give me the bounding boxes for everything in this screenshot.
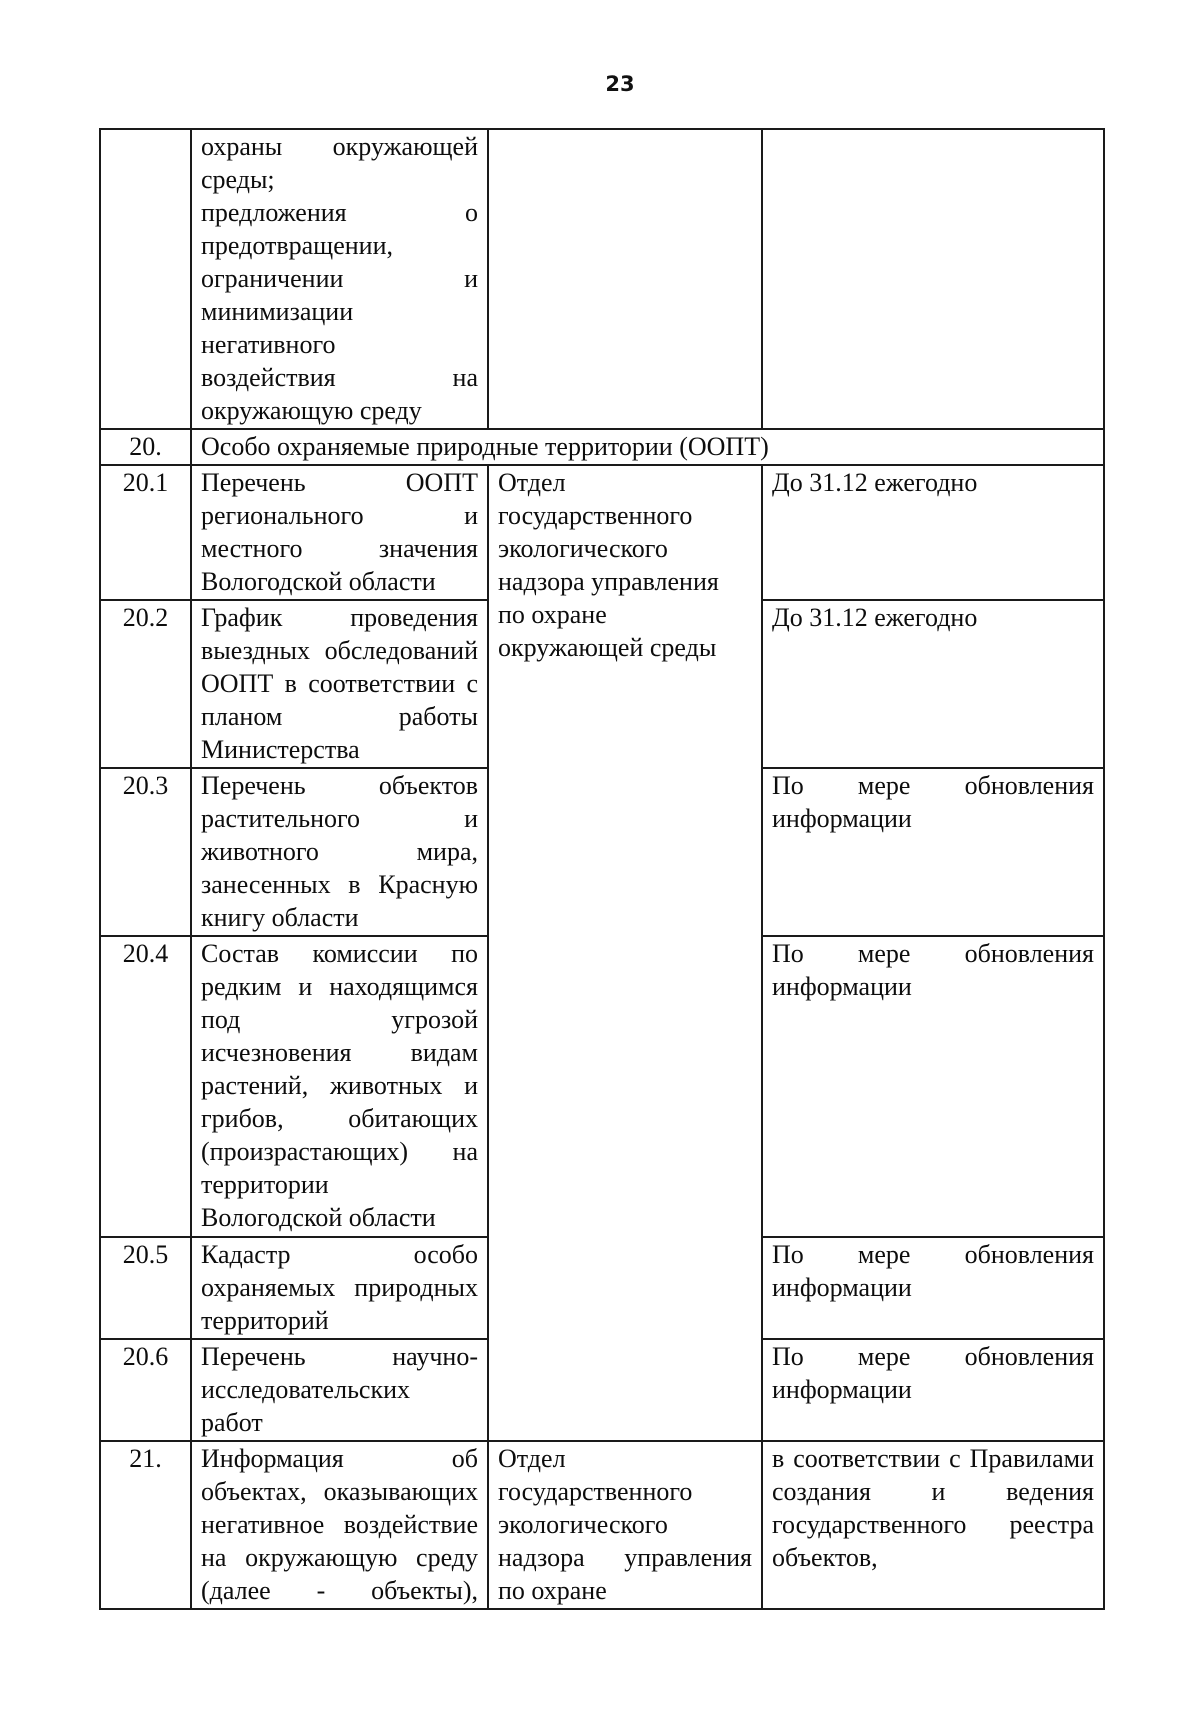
row-number-cell: 20.1 [100,465,191,600]
department-cell [488,129,762,429]
row-number-cell: 20. [100,429,191,465]
deadline-cell: До 31.12 ежегодно [762,465,1104,600]
item-name-cell: Перечень научно- исследовательских работ [191,1339,488,1441]
item-name-cell: Кадастр особо охраняемых природных территорий [191,1237,488,1339]
row-number-cell: 20.3 [100,768,191,936]
page-number: 23 [605,72,635,96]
deadline-cell [762,129,1104,429]
deadline-cell: в соответствии с Правилами создания и ведения государственного реестра объектов, [762,1441,1104,1609]
table-row [100,129,1104,429]
document-table [99,128,1105,1610]
section-title-cell: Особо охраняемые природные территории (ООПТ) [191,429,1104,465]
deadline-cell: До 31.12 ежегодно [762,600,1104,768]
item-name-cell: Информация об объектах, оказывающих негативное воздействие на окружающую среду (далее - объекты), [191,1441,488,1609]
table-row [100,429,1104,465]
department-cell: Отдел государственного экологического надзора управления по охране окружающей среды [488,465,762,1441]
deadline-cell: По мере обновления информации [762,936,1104,1237]
item-name-cell: График проведения выездных обследований ООПТ в соответствии с планом работы Министерства [191,600,488,768]
department-cell: Отдел государственного экологического надзора управления по охране [488,1441,762,1609]
row-number-cell: 21. [100,1441,191,1609]
item-name-cell: Перечень ООПТ регионального и местного значения Вологодской области [191,465,488,600]
table-row [100,1441,1104,1609]
row-number-cell: 20.6 [100,1339,191,1441]
table-row [100,465,1104,600]
row-number-cell: 20.4 [100,936,191,1237]
deadline-cell: По мере обновления информации [762,1339,1104,1441]
row-number-cell: 20.2 [100,600,191,768]
item-name-cell: охраны окружающей среды; предложения о предотвращении, ограничении и минимизации негативного воздействия на окружающую среду [191,129,488,429]
row-number-cell: 20.5 [100,1237,191,1339]
row-number-cell [100,129,191,429]
item-name-cell: Состав комиссии по редким и находящимся под угрозой исчезновения видам растений, животных и грибов, обитающих (произрастающих) на территории Вологодской области [191,936,488,1237]
deadline-cell: По мере обновления информации [762,768,1104,936]
deadline-cell: По мере обновления информации [762,1237,1104,1339]
item-name-cell: Перечень объектов растительного и животного мира, занесенных в Красную книгу области [191,768,488,936]
